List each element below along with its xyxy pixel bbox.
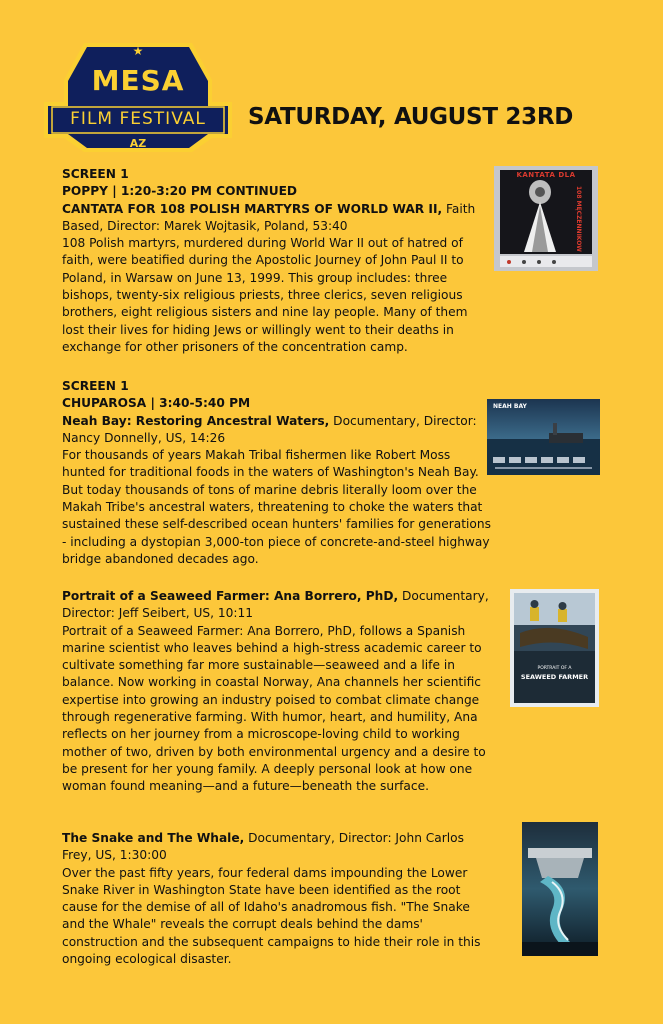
film-details: Documentary, Director: John Carlos Frey, US, 1:30:00 bbox=[62, 831, 464, 863]
page-title-date: SATURDAY, AUGUST 23RD bbox=[248, 104, 574, 130]
film-description: 108 Polish martyrs, murdered during World War II out of hatred of faith, were beatified during the Apostolic Journey of John Paul II to Poland, in Warsaw on June 13, 1999. This group includes: three bishops, twenty-six religious priests, three clerics, seven religious brothers, eight religious sisters and nine lay people. Many of them lost their lives for hiding Jews or willingly went to their deaths in exchange for other prisoners of the concentration camp. bbox=[62, 236, 468, 354]
program-block-neah-bay bbox=[62, 378, 492, 568]
film-description: Over the past fifty years, four federal dams impounding the Lower Snake River in Washington State have been identified as the root cause for the demise of all of Idaho's anadromous fish. "The Snake and the Whale" reveals the corrupt deals behind the dams' construction and the subsequent campaigns to hide their role in this ongoing ecological disaster. bbox=[62, 865, 481, 967]
poster-seaweed-large-title: SEAWEED FARMER bbox=[520, 673, 589, 681]
film-title: Portrait of a Seaweed Farmer: Ana Borrero, PhD, bbox=[62, 589, 399, 603]
logo-title: MESA bbox=[91, 64, 185, 97]
poster-neah-bay bbox=[487, 399, 600, 475]
poster-neah-bay-title: NEAH BAY bbox=[493, 403, 527, 410]
poster-cantata-side-wrap bbox=[572, 186, 582, 252]
film-title: CANTATA FOR 108 POLISH MARTYRS OF WORLD WAR II, bbox=[62, 201, 443, 216]
film-details: Documentary, Director: Jeff Seibert, US, 10:11 bbox=[62, 589, 489, 621]
poster-cantata bbox=[494, 166, 598, 271]
poster-snake-whale bbox=[522, 822, 598, 956]
film-details: Faith Based, Director: Marek Wojtasik, Poland, 53:40 bbox=[62, 201, 476, 233]
screen-label: SCREEN 1 bbox=[62, 379, 129, 393]
film-details: Documentary, Director: Nancy Donnelly, US, 14:26 bbox=[62, 413, 477, 445]
logo-subtitle: FILM FESTIVAL bbox=[70, 109, 206, 129]
film-description: For thousands of years Makah Tribal fishermen like Robert Moss hunted for traditional foods in the waters of Washington's Neah Bay. But today thousands of tons of marine debris literally loom over the Makah Tribe's ancestral waters, threatening to choke the waters that sustained these self-described ocean hunters' families for generations - including a dystopian 3,000-ton piece of concrete-and-steel highway bridge abandoned decades ago. bbox=[62, 448, 491, 566]
film-heading bbox=[62, 830, 492, 865]
logo-star-icon: ★ bbox=[132, 44, 144, 58]
venue-time: POPPY | 1:20-3:20 PM CONTINUED bbox=[62, 184, 298, 199]
poster-cantata-title: KANTATA DLA bbox=[516, 171, 576, 179]
film-title: The Snake and The Whale, bbox=[62, 831, 245, 845]
poster-cantata-side-text: 108 MĘCZENNIKÓW bbox=[575, 186, 582, 252]
film-heading bbox=[62, 413, 492, 448]
venue-time: CHUPAROSA | 3:40-5:40 PM bbox=[62, 396, 251, 411]
poster-seaweed-small-title: PORTRAIT OF A bbox=[537, 666, 572, 671]
logo-state: AZ bbox=[129, 137, 147, 150]
poster-seaweed-farmer bbox=[510, 589, 599, 707]
program-block-cantata bbox=[62, 166, 492, 356]
screen-label: SCREEN 1 bbox=[62, 167, 129, 181]
film-heading bbox=[62, 588, 492, 623]
film-description: Portrait of a Seaweed Farmer: Ana Borrero, PhD, follows a Spanish marine scientist who leaves behind a high-stress academic career to cultivate something far more sustainable—seaweed and a life in balance. Now working in coastal Norway, Ana channels her scientific expertise into growing an industry poised to combat climate change through regenerative farming. With humor, heart, and humility, Ana reflects on her journey from a microscope-loving child to working mother of two, driven by both environmental urgency and a desire to be present for her young family. A deeply personal look at how one woman found meaning—and a future—beneath the surface. bbox=[62, 623, 486, 794]
film-title: Neah Bay: Restoring Ancestral Waters, bbox=[62, 413, 330, 428]
festival-logo bbox=[44, 40, 232, 155]
program-block-seaweed-farmer bbox=[62, 588, 492, 796]
program-block-snake-whale bbox=[62, 830, 492, 968]
film-heading bbox=[62, 201, 492, 236]
